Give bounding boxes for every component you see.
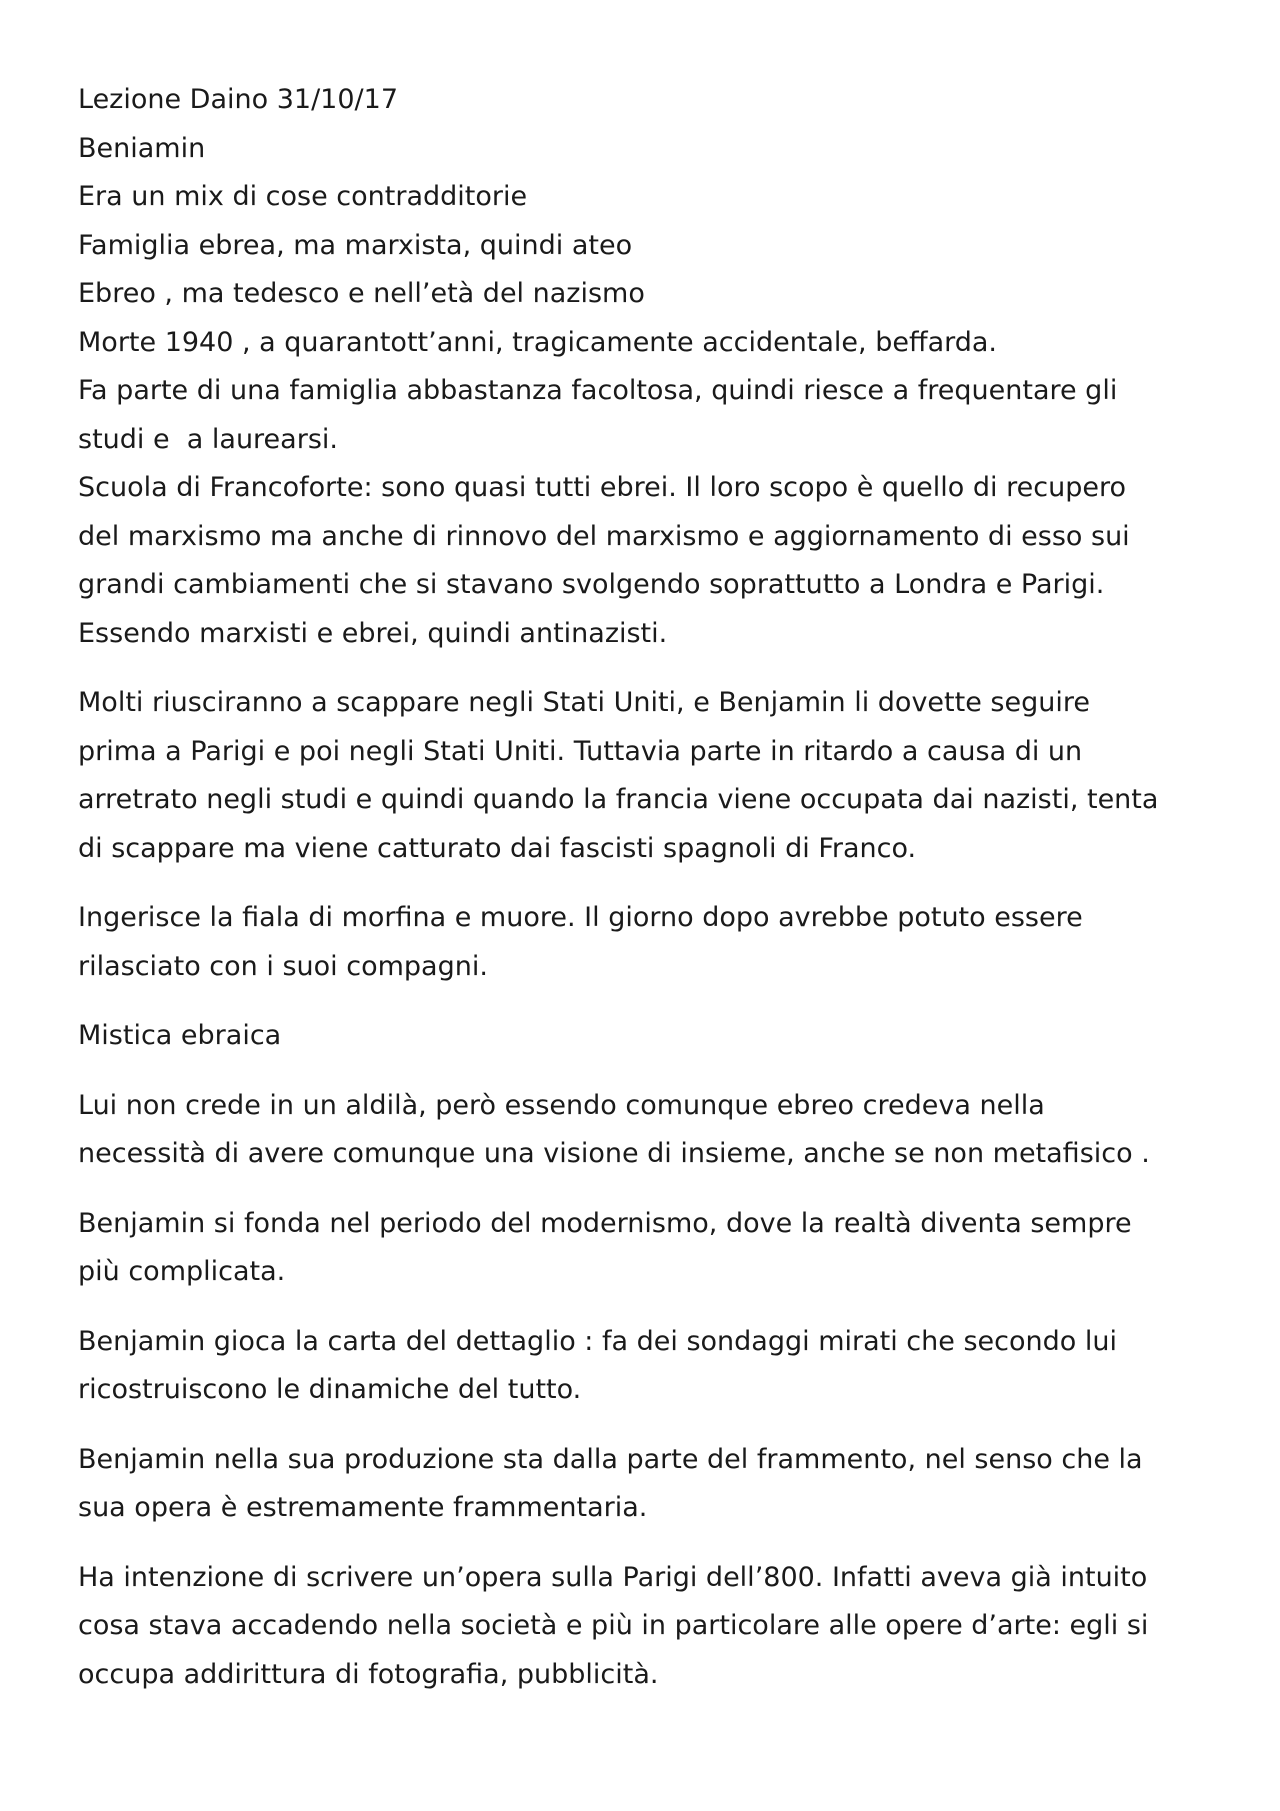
text-line: Ha intenzione di scrivere un’opera sulla Parigi dell’800. Infatti aveva già intuito [78, 1561, 1148, 1593]
paragraph-family [78, 367, 1208, 464]
text-line: Essendo marxisti e ebrei, quindi antinazisti. [78, 617, 668, 649]
text-line: Lui non crede in un aldilà, però essendo comunque ebreo credeva nella [78, 1089, 1045, 1121]
text-line: ricostruiscono le dinamiche del tutto. [78, 1374, 582, 1405]
paragraph-escape [78, 679, 1208, 873]
text-line: Famiglia ebrea, ma marxista, quindi ateo [78, 229, 633, 261]
paragraph-death [78, 894, 1208, 991]
text-line: rilasciato con i suoi compagni. [78, 950, 488, 982]
text-line: occupa addirittura di fotografia, pubblicità. [78, 1658, 659, 1690]
document-page [78, 76, 1208, 1699]
text-line: Benjamin gioca la carta del dettaglio : fa dei sondaggi mirati che secondo lui [78, 1325, 1117, 1357]
text-line: Ingerisce la fiala di morfina e muore. Il giorno dopo avrebbe potuto essere [78, 902, 1083, 933]
paragraph-detail [78, 1318, 1208, 1415]
lesson-title: Lezione Daino 31/10/17 [78, 84, 398, 115]
paragraph-fragment [78, 1436, 1208, 1533]
paragraph-paris-work [78, 1554, 1208, 1700]
text-line: di scappare ma viene catturato dai fascisti spagnoli di Franco. [78, 832, 917, 864]
paragraph-afterlife [78, 1082, 1208, 1179]
text-line: studi e a laurearsi. [78, 423, 338, 455]
text-line: grandi cambiamenti che si stavano svolgendo soprattutto a Londra e Parigi. [78, 569, 1105, 600]
text-line: Mistica ebraica [78, 1020, 282, 1051]
text-line: più complicata. [78, 1256, 286, 1287]
text-line: Era un mix di cose contradditorie [78, 181, 528, 212]
text-line: necessità di avere comunque una visione di insieme, anche se non metafisico . [78, 1138, 1150, 1169]
text-line: prima a Parigi e poi negli Stati Uniti. Tuttavia parte in ritardo a causa di un [78, 735, 1083, 767]
paragraph-frankfurt-school [78, 464, 1208, 658]
text-line: Fa parte di una famiglia abbastanza facoltosa, quindi riesce a frequentare gli [78, 375, 1118, 406]
text-line: cosa stava accadendo nella società e più in particolare alle opere d’arte: egli si [78, 1610, 1149, 1641]
text-line: sua opera è estremamente frammentaria. [78, 1492, 648, 1523]
subject-name: Beniamin [78, 132, 206, 164]
text-line: Ebreo , ma tedesco e nell’età del nazismo [78, 278, 645, 309]
text-line: del marxismo ma anche di rinnovo del marxismo e aggiornamento di esso sui [78, 520, 1130, 552]
paragraph-modernism [78, 1200, 1208, 1297]
paragraph-mysticism-heading [78, 1012, 1208, 1061]
text-line: Benjamin si fonda nel periodo del modernismo, dove la realtà diventa sempre [78, 1207, 1132, 1239]
text-line: Morte 1940 , a quarantott’anni, tragicamente accidentale, beffarda. [78, 326, 998, 358]
text-line: Scuola di Francoforte: sono quasi tutti ebrei. Il loro scopo è quello di recupero [78, 472, 1126, 503]
header-block [78, 76, 1208, 367]
text-line: Molti riusciranno a scappare negli Stati Uniti, e Benjamin li dovette seguire [78, 687, 1090, 718]
text-line: arretrato negli studi e quindi quando la francia viene occupata dai nazisti, tenta [78, 784, 1159, 815]
text-line: Benjamin nella sua produzione sta dalla parte del frammento, nel senso che la [78, 1443, 1143, 1475]
